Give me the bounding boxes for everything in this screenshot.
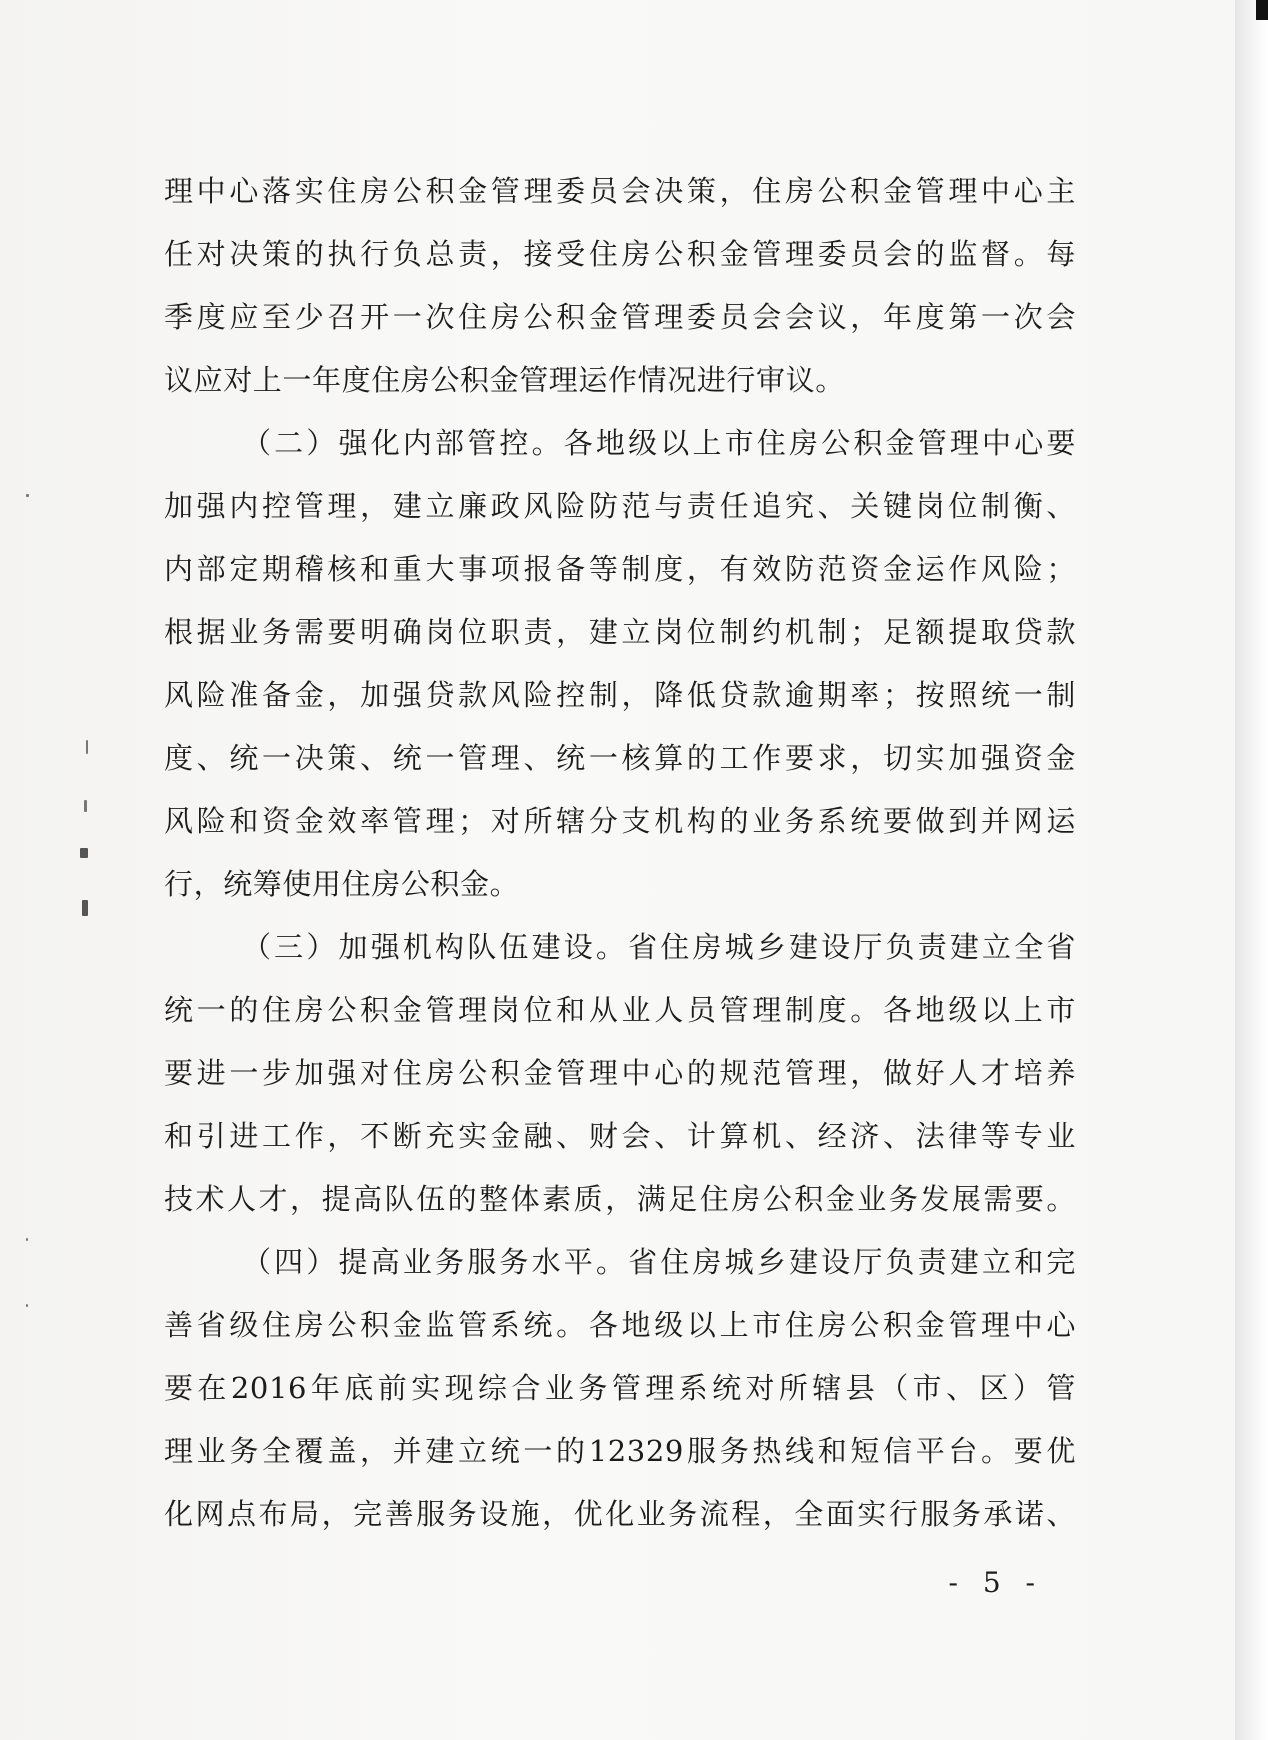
scan-speck [26, 1238, 28, 1241]
text-line: 季度应至少召开一次住房公积金管理委员会会议，年度第一次会 [164, 300, 1076, 334]
text-line: 加强内控管理，建立廉政风险防范与责任追究、关键岗位制衡、 [164, 489, 1076, 523]
text-line: 度、统一决策、统一管理、统一核算的工作要求，切实加强资金 [164, 741, 1076, 775]
text-line: 要在2016年底前实现综合业务管理系统对所辖县（市、区）管 [164, 1371, 1076, 1405]
text-line: 化网点布局，完善服务设施，优化业务流程，全面实行服务承诺、 [164, 1497, 1076, 1531]
text-line: 任对决策的执行负总责，接受住房公积金管理委员会的监督。每 [164, 237, 1076, 271]
page-number: - 5 - [948, 1566, 1043, 1599]
text-line: 统一的住房公积金管理岗位和从业人员管理制度。各地级以上市 [164, 993, 1076, 1027]
scan-edge-mark [1256, 0, 1268, 20]
text-line: 理业务全覆盖，并建立统一的12329服务热线和短信平台。要优 [164, 1434, 1076, 1468]
text-line: 风险和资金效率管理；对所辖分支机构的业务系统要做到并网运 [164, 804, 1076, 838]
text-line: 善省级住房公积金监管系统。各地级以上市住房公积金管理中心 [164, 1308, 1076, 1342]
text-line: 内部定期稽核和重大事项报备等制度，有效防范资金运作风险； [164, 552, 1076, 586]
text-line: 理中心落实住房公积金管理委员会决策，住房公积金管理中心主 [164, 174, 1076, 208]
section-heading-line: （二）强化内部管控。各地级以上市住房公积金管理中心要 [242, 426, 1076, 460]
text-line: 和引进工作，不断充实金融、财会、计算机、经济、法律等专业 [164, 1119, 1076, 1153]
scan-speck [80, 848, 88, 858]
scan-speck [26, 494, 29, 497]
scan-edge [1235, 0, 1268, 1740]
text-line: 要进一步加强对住房公积金管理中心的规范管理，做好人才培养 [164, 1056, 1076, 1090]
text-line: 行，统筹使用住房公积金。 [164, 867, 520, 901]
scan-speck [86, 740, 88, 754]
section-heading-line: （四）提高业务服务水平。省住房城乡建设厅负责建立和完 [242, 1245, 1076, 1279]
text-line: 技术人才，提高队伍的整体素质，满足住房公积金业务发展需要。 [164, 1182, 1076, 1216]
body-text [164, 160, 1076, 1546]
scan-speck [84, 800, 87, 812]
scan-speck [82, 900, 88, 916]
text-line: 议应对上一年度住房公积金管理运作情况进行审议。 [164, 363, 845, 397]
scan-speck [26, 1304, 28, 1307]
text-line: 风险准备金，加强贷款风险控制，降低贷款逾期率；按照统一制 [164, 678, 1076, 712]
text-line: 根据业务需要明确岗位职责，建立岗位制约机制；足额提取贷款 [164, 615, 1076, 649]
section-heading-line: （三）加强机构队伍建设。省住房城乡建设厅负责建立全省 [242, 930, 1076, 964]
